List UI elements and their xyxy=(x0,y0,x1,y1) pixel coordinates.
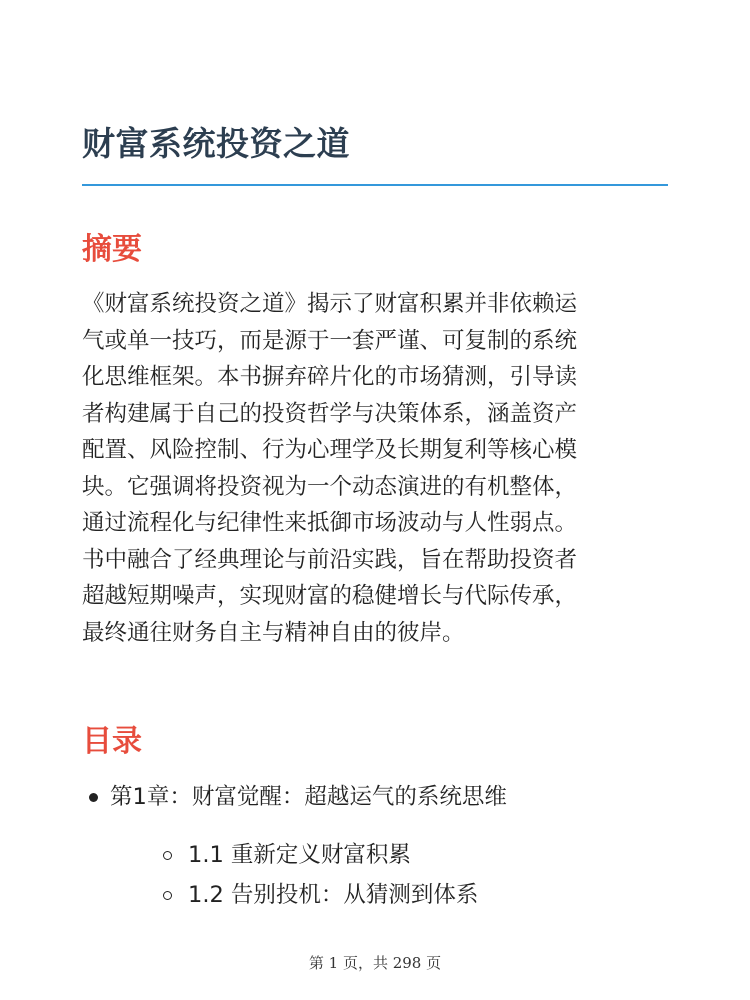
summary-line: 超越短期噪声，实现财富的稳健增长与代际传承， xyxy=(82,583,578,609)
summary-paragraph xyxy=(82,286,672,651)
summary-line: 气或单一技巧，而是源于一套严谨、可复制的系统 xyxy=(82,327,578,354)
summary-heading: 摘要 xyxy=(82,232,142,267)
title-divider xyxy=(82,184,668,186)
bullet-circle-icon xyxy=(163,891,172,900)
toc-item-label: 第1章：财富觉醒：超越运气的系统思维 xyxy=(110,784,507,810)
toc-item-label: 1.1 重新定义财富积累 xyxy=(188,842,411,868)
summary-line: 最终通往财务自主与精神自由的彼岸。 xyxy=(82,619,465,646)
summary-line: 《财富系统投资之道》揭示了财富积累并非依赖运 xyxy=(82,291,578,317)
toc-item-chapter-1[interactable] xyxy=(110,780,507,814)
document-title: 财富系统投资之道 xyxy=(82,124,350,163)
toc-heading: 目录 xyxy=(82,724,142,759)
bullet-disc-icon xyxy=(89,793,98,802)
toc-item-section-1-2[interactable] xyxy=(188,878,478,912)
toc-item-label: 1.2 告别投机：从猜测到体系 xyxy=(188,882,479,908)
page-number-footer: 第 1 页，共 298 页 xyxy=(308,954,442,972)
summary-line: 块。它强调将投资视为一个动态演进的有机整体， xyxy=(82,473,578,500)
toc-item-section-1-1[interactable] xyxy=(188,838,411,872)
bullet-circle-icon xyxy=(163,851,172,860)
summary-line: 书中融合了经典理论与前沿实践，旨在帮助投资者 xyxy=(82,546,578,573)
summary-line: 通过流程化与纪律性来抵御市场波动与人性弱点。 xyxy=(82,510,578,536)
summary-line: 化思维框架。本书摒弃碎片化的市场猜测，引导读 xyxy=(82,364,578,390)
summary-line: 者构建属于自己的投资哲学与决策体系，涵盖资产 xyxy=(82,400,578,427)
summary-line: 配置、风险控制、行为心理学及长期复利等核心模 xyxy=(82,437,578,463)
